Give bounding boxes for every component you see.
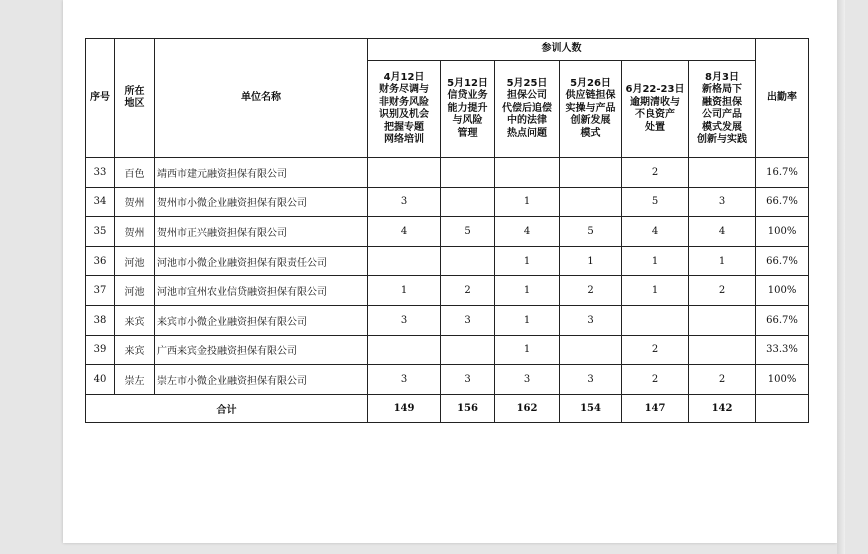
header-session-line: 不良资产 (635, 109, 675, 120)
table-row (86, 217, 809, 247)
header-session-line: 6月22-23日 (625, 84, 685, 95)
row-session-count (495, 158, 560, 188)
row-index: 36 (86, 246, 115, 276)
row-session-count: 1 (495, 246, 560, 276)
total-session-count: 149 (368, 394, 441, 422)
header-session-line: 能力提升 (447, 102, 488, 114)
row-session-count: 1 (495, 187, 560, 217)
row-session-count: 3 (441, 305, 495, 335)
header-session-1 (368, 61, 441, 158)
row-session-count (560, 187, 622, 217)
row-region: 崇左 (115, 365, 155, 395)
table-row (86, 187, 809, 217)
row-session-count (368, 335, 441, 365)
row-attendance-rate: 100% (756, 276, 809, 306)
row-attendance-rate: 66.7% (756, 305, 809, 335)
row-session-count: 2 (689, 276, 756, 306)
row-attendance-rate: 66.7% (756, 187, 809, 217)
header-session-line: 处置 (645, 121, 665, 133)
row-unit-name: 来宾市小微企业融资担保有限公司 (155, 305, 368, 335)
row-session-count (560, 158, 622, 188)
row-attendance-rate: 16.7% (756, 158, 809, 188)
row-session-count: 2 (441, 276, 495, 306)
row-unit-name: 河池市小微企业融资担保有限责任公司 (155, 246, 368, 276)
total-session-count: 162 (495, 394, 560, 422)
row-session-count (560, 335, 622, 365)
header-session-line: 非财务风险 (379, 96, 429, 108)
header-session-line: 识别及机会 (379, 109, 429, 120)
header-session-6 (689, 61, 756, 158)
header-session-line: 新格局下 (702, 84, 743, 95)
row-session-count: 1 (560, 246, 622, 276)
row-session-count (441, 246, 495, 276)
row-session-count: 3 (560, 305, 622, 335)
row-attendance-rate: 100% (756, 217, 809, 247)
header-participants-group: 参训人数 (368, 39, 756, 61)
row-session-count (368, 246, 441, 276)
header-session-5 (622, 61, 689, 158)
row-unit-name: 靖西市建元融资担保有限公司 (155, 158, 368, 188)
row-region: 贺州 (115, 217, 155, 247)
row-session-count: 1 (622, 276, 689, 306)
row-session-count: 3 (368, 305, 441, 335)
row-session-count: 1 (495, 305, 560, 335)
header-session-line: 8月3日 (705, 71, 739, 83)
header-session-line: 公司产品 (702, 109, 743, 120)
row-session-count (622, 305, 689, 335)
row-session-count: 4 (368, 217, 441, 247)
row-index: 35 (86, 217, 115, 247)
row-session-count: 4 (689, 217, 756, 247)
row-session-count (368, 158, 441, 188)
row-region: 河池 (115, 246, 155, 276)
document-page (63, 0, 837, 543)
row-session-count (689, 305, 756, 335)
total-session-count: 147 (622, 394, 689, 422)
header-session-line: 融资担保 (702, 96, 743, 108)
table-row (86, 335, 809, 365)
header-session-line: 创新发展 (570, 115, 611, 127)
row-session-count (441, 187, 495, 217)
header-session-line: 模式发展 (702, 121, 743, 133)
header-session-line: 5月26日 (570, 77, 611, 89)
row-region: 来宾 (115, 335, 155, 365)
header-attendance-rate: 出勤率 (756, 39, 809, 158)
header-session-2 (441, 61, 495, 158)
table-row (86, 365, 809, 395)
row-attendance-rate: 100% (756, 365, 809, 395)
header-session-line: 网络培训 (384, 134, 424, 145)
row-region: 河池 (115, 276, 155, 306)
row-session-count: 5 (560, 217, 622, 247)
row-index: 33 (86, 158, 115, 188)
header-session-line: 模式 (580, 127, 601, 139)
table-row (86, 246, 809, 276)
header-session-line: 把握专题 (384, 121, 424, 133)
header-session-line: 逾期清收与 (630, 96, 680, 108)
row-session-count: 4 (622, 217, 689, 247)
row-attendance-rate: 33.3% (756, 335, 809, 365)
header-index: 序号 (86, 39, 115, 158)
header-session-4 (560, 61, 622, 158)
row-session-count: 2 (560, 276, 622, 306)
row-session-count: 2 (689, 365, 756, 395)
header-session-line: 信贷业务 (447, 90, 488, 102)
header-session-3 (495, 61, 560, 158)
row-session-count (441, 335, 495, 365)
header-session-line: 热点问题 (507, 127, 547, 139)
header-session-line: 创新与实践 (697, 134, 748, 145)
header-session-line: 担保公司 (507, 90, 547, 102)
row-session-count: 3 (560, 365, 622, 395)
table-row (86, 276, 809, 306)
row-unit-name: 河池市宜州农业信贷融资担保有限公司 (155, 276, 368, 306)
row-index: 39 (86, 335, 115, 365)
header-session-line: 供应链担保 (565, 90, 616, 102)
table-row (86, 158, 809, 188)
row-unit-name: 崇左市小微企业融资担保有限公司 (155, 365, 368, 395)
row-session-count: 5 (622, 187, 689, 217)
header-session-line: 5月12日 (447, 77, 488, 89)
row-session-count: 4 (495, 217, 560, 247)
total-attendance-rate (756, 394, 809, 422)
total-row (86, 394, 809, 422)
row-index: 34 (86, 187, 115, 217)
row-session-count: 3 (368, 187, 441, 217)
header-session-line: 实操与产品 (565, 102, 616, 114)
row-unit-name: 贺州市小微企业融资担保有限公司 (155, 187, 368, 217)
header-region: 所在地区 (115, 39, 155, 158)
total-session-count: 156 (441, 394, 495, 422)
table-body (86, 158, 809, 395)
header-session-line: 代偿后追偿 (502, 102, 552, 114)
row-session-count: 1 (495, 276, 560, 306)
row-session-count: 3 (441, 365, 495, 395)
row-index: 37 (86, 276, 115, 306)
row-unit-name: 贺州市正兴融资担保有限公司 (155, 217, 368, 247)
row-region: 贺州 (115, 187, 155, 217)
row-attendance-rate: 66.7% (756, 246, 809, 276)
row-session-count: 3 (495, 365, 560, 395)
total-label: 合计 (86, 394, 368, 422)
total-session-count: 154 (560, 394, 622, 422)
header-row-top (86, 39, 809, 61)
row-session-count: 3 (689, 187, 756, 217)
row-session-count (441, 158, 495, 188)
row-session-count: 1 (689, 246, 756, 276)
header-session-line: 管理 (457, 127, 478, 139)
header-session-line: 4月12日 (383, 71, 425, 83)
table-row (86, 305, 809, 335)
row-region: 百色 (115, 158, 155, 188)
row-session-count: 2 (622, 365, 689, 395)
header-session-line: 财务尽调与 (379, 84, 429, 95)
row-session-count: 1 (622, 246, 689, 276)
row-unit-name: 广西来宾金投融资担保有限公司 (155, 335, 368, 365)
header-unit-name: 单位名称 (155, 39, 368, 158)
attendance-table (85, 38, 809, 423)
row-region: 来宾 (115, 305, 155, 335)
header-session-line: 5月25日 (506, 77, 548, 89)
row-session-count: 1 (368, 276, 441, 306)
row-session-count (689, 335, 756, 365)
row-session-count: 2 (622, 158, 689, 188)
row-session-count: 3 (368, 365, 441, 395)
row-session-count: 5 (441, 217, 495, 247)
row-session-count: 2 (622, 335, 689, 365)
header-session-line: 与风险 (452, 115, 483, 127)
row-index: 38 (86, 305, 115, 335)
row-index: 40 (86, 365, 115, 395)
row-session-count: 1 (495, 335, 560, 365)
total-session-count: 142 (689, 394, 756, 422)
header-session-line: 中的法律 (507, 115, 547, 127)
page-edge-shadow (837, 0, 845, 554)
row-session-count (689, 158, 756, 188)
